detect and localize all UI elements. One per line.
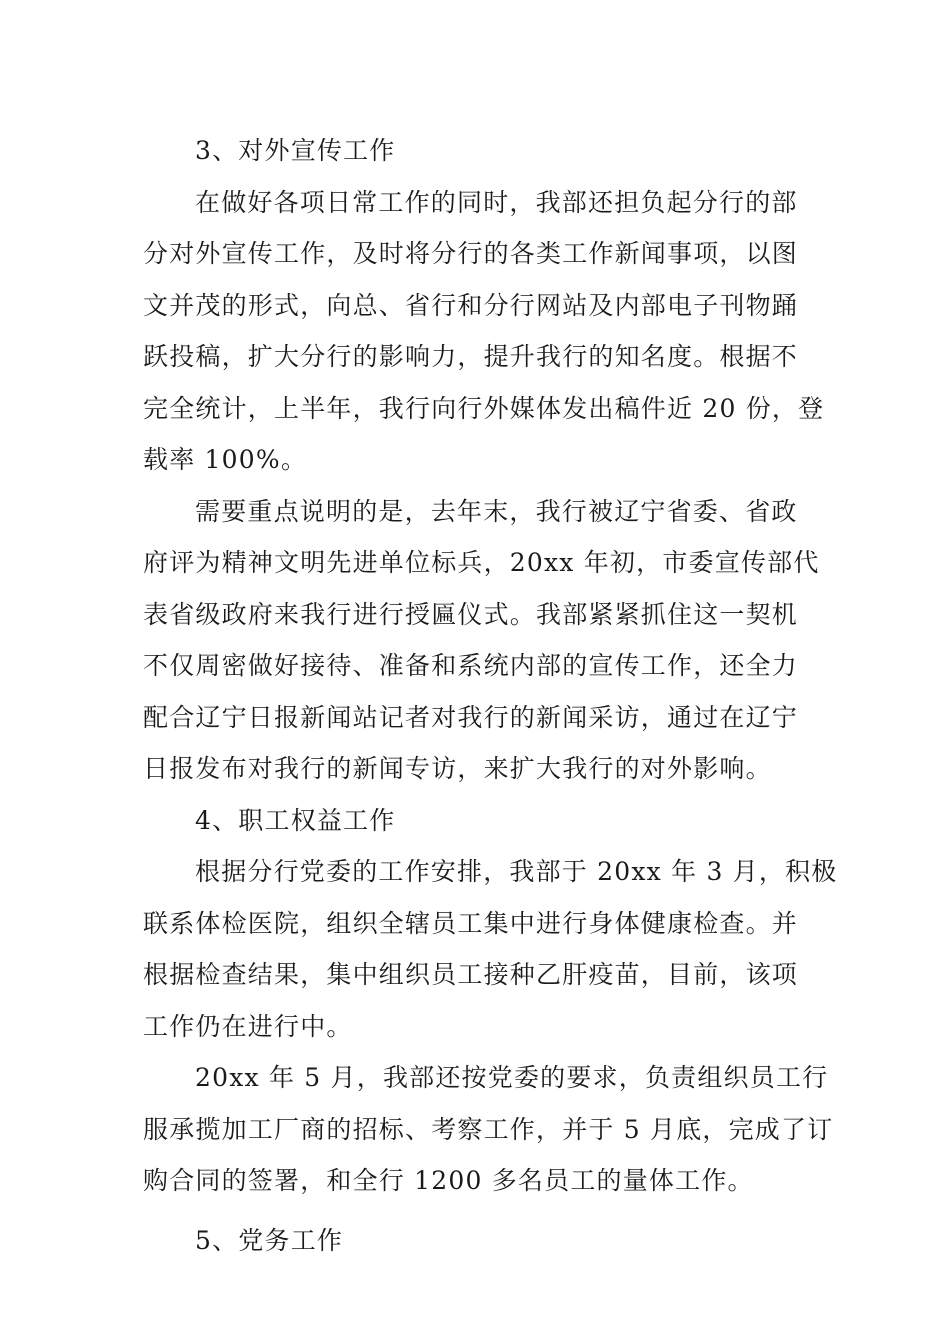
paragraph bbox=[143, 1052, 834, 1207]
text-line: 日报发布对我行的新闻专访，来扩大我行的对外影响。 bbox=[143, 754, 772, 783]
text-line: 不仅周密做好接待、准备和系统内部的宣传工作，还全力 bbox=[143, 651, 799, 680]
text-line: 表省级政府来我行进行授匾仪式。我部紧紧抓住这一契机 bbox=[143, 599, 799, 629]
paragraph bbox=[143, 177, 825, 486]
text-line: 府评为精神文明先进单位标兵，20xx 年初，市委宣传部代 bbox=[143, 548, 820, 577]
text-line: 根据分行党委的工作安排，我部于 20xx 年 3 月，积极 bbox=[195, 857, 838, 886]
section-heading: 4、职工权益工作 bbox=[195, 805, 396, 835]
text-line: 工作仍在进行中。 bbox=[143, 1011, 353, 1041]
text-line: 分对外宣传工作，及时将分行的各类工作新闻事项，以图 bbox=[143, 239, 799, 268]
text-line: 配合辽宁日报新闻站记者对我行的新闻采访，通过在辽宁 bbox=[143, 702, 799, 732]
text-line: 完全统计，上半年，我行向行外媒体发出稿件近 20 份，登 bbox=[143, 393, 825, 423]
section-heading: 3、对外宣传工作 bbox=[195, 136, 396, 165]
section-heading: 5、党务工作 bbox=[195, 1225, 344, 1255]
text-line: 联系体检医院，组织全辖员工集中进行身体健康检查。并 bbox=[143, 908, 799, 938]
text-line: 购合同的签署，和全行 1200 多名员工的量体工作。 bbox=[143, 1166, 754, 1195]
text-line: 跃投稿，扩大分行的影响力，提升我行的知名度。根据不 bbox=[143, 342, 799, 371]
paragraph bbox=[143, 486, 820, 795]
document-body bbox=[143, 125, 838, 1266]
text-line: 在做好各项日常工作的同时，我部还担负起分行的部 bbox=[195, 187, 798, 217]
text-line: 服承揽加工厂商的招标、考察工作，并于 5 月底，完成了订 bbox=[143, 1114, 834, 1144]
text-line: 载率 100%。 bbox=[143, 445, 308, 474]
text-line: 文并茂的形式，向总、省行和分行网站及内部电子刊物踊 bbox=[143, 290, 799, 320]
paragraph bbox=[143, 846, 838, 1052]
text-line: 20xx 年 5 月，我部还按党委的要求，负责组织员工行 bbox=[195, 1063, 829, 1092]
text-line: 根据检查结果，集中组织员工接种乙肝疫苗，目前，该项 bbox=[143, 960, 799, 989]
text-line: 需要重点说明的是，去年末，我行被辽宁省委、省政 bbox=[195, 496, 798, 526]
